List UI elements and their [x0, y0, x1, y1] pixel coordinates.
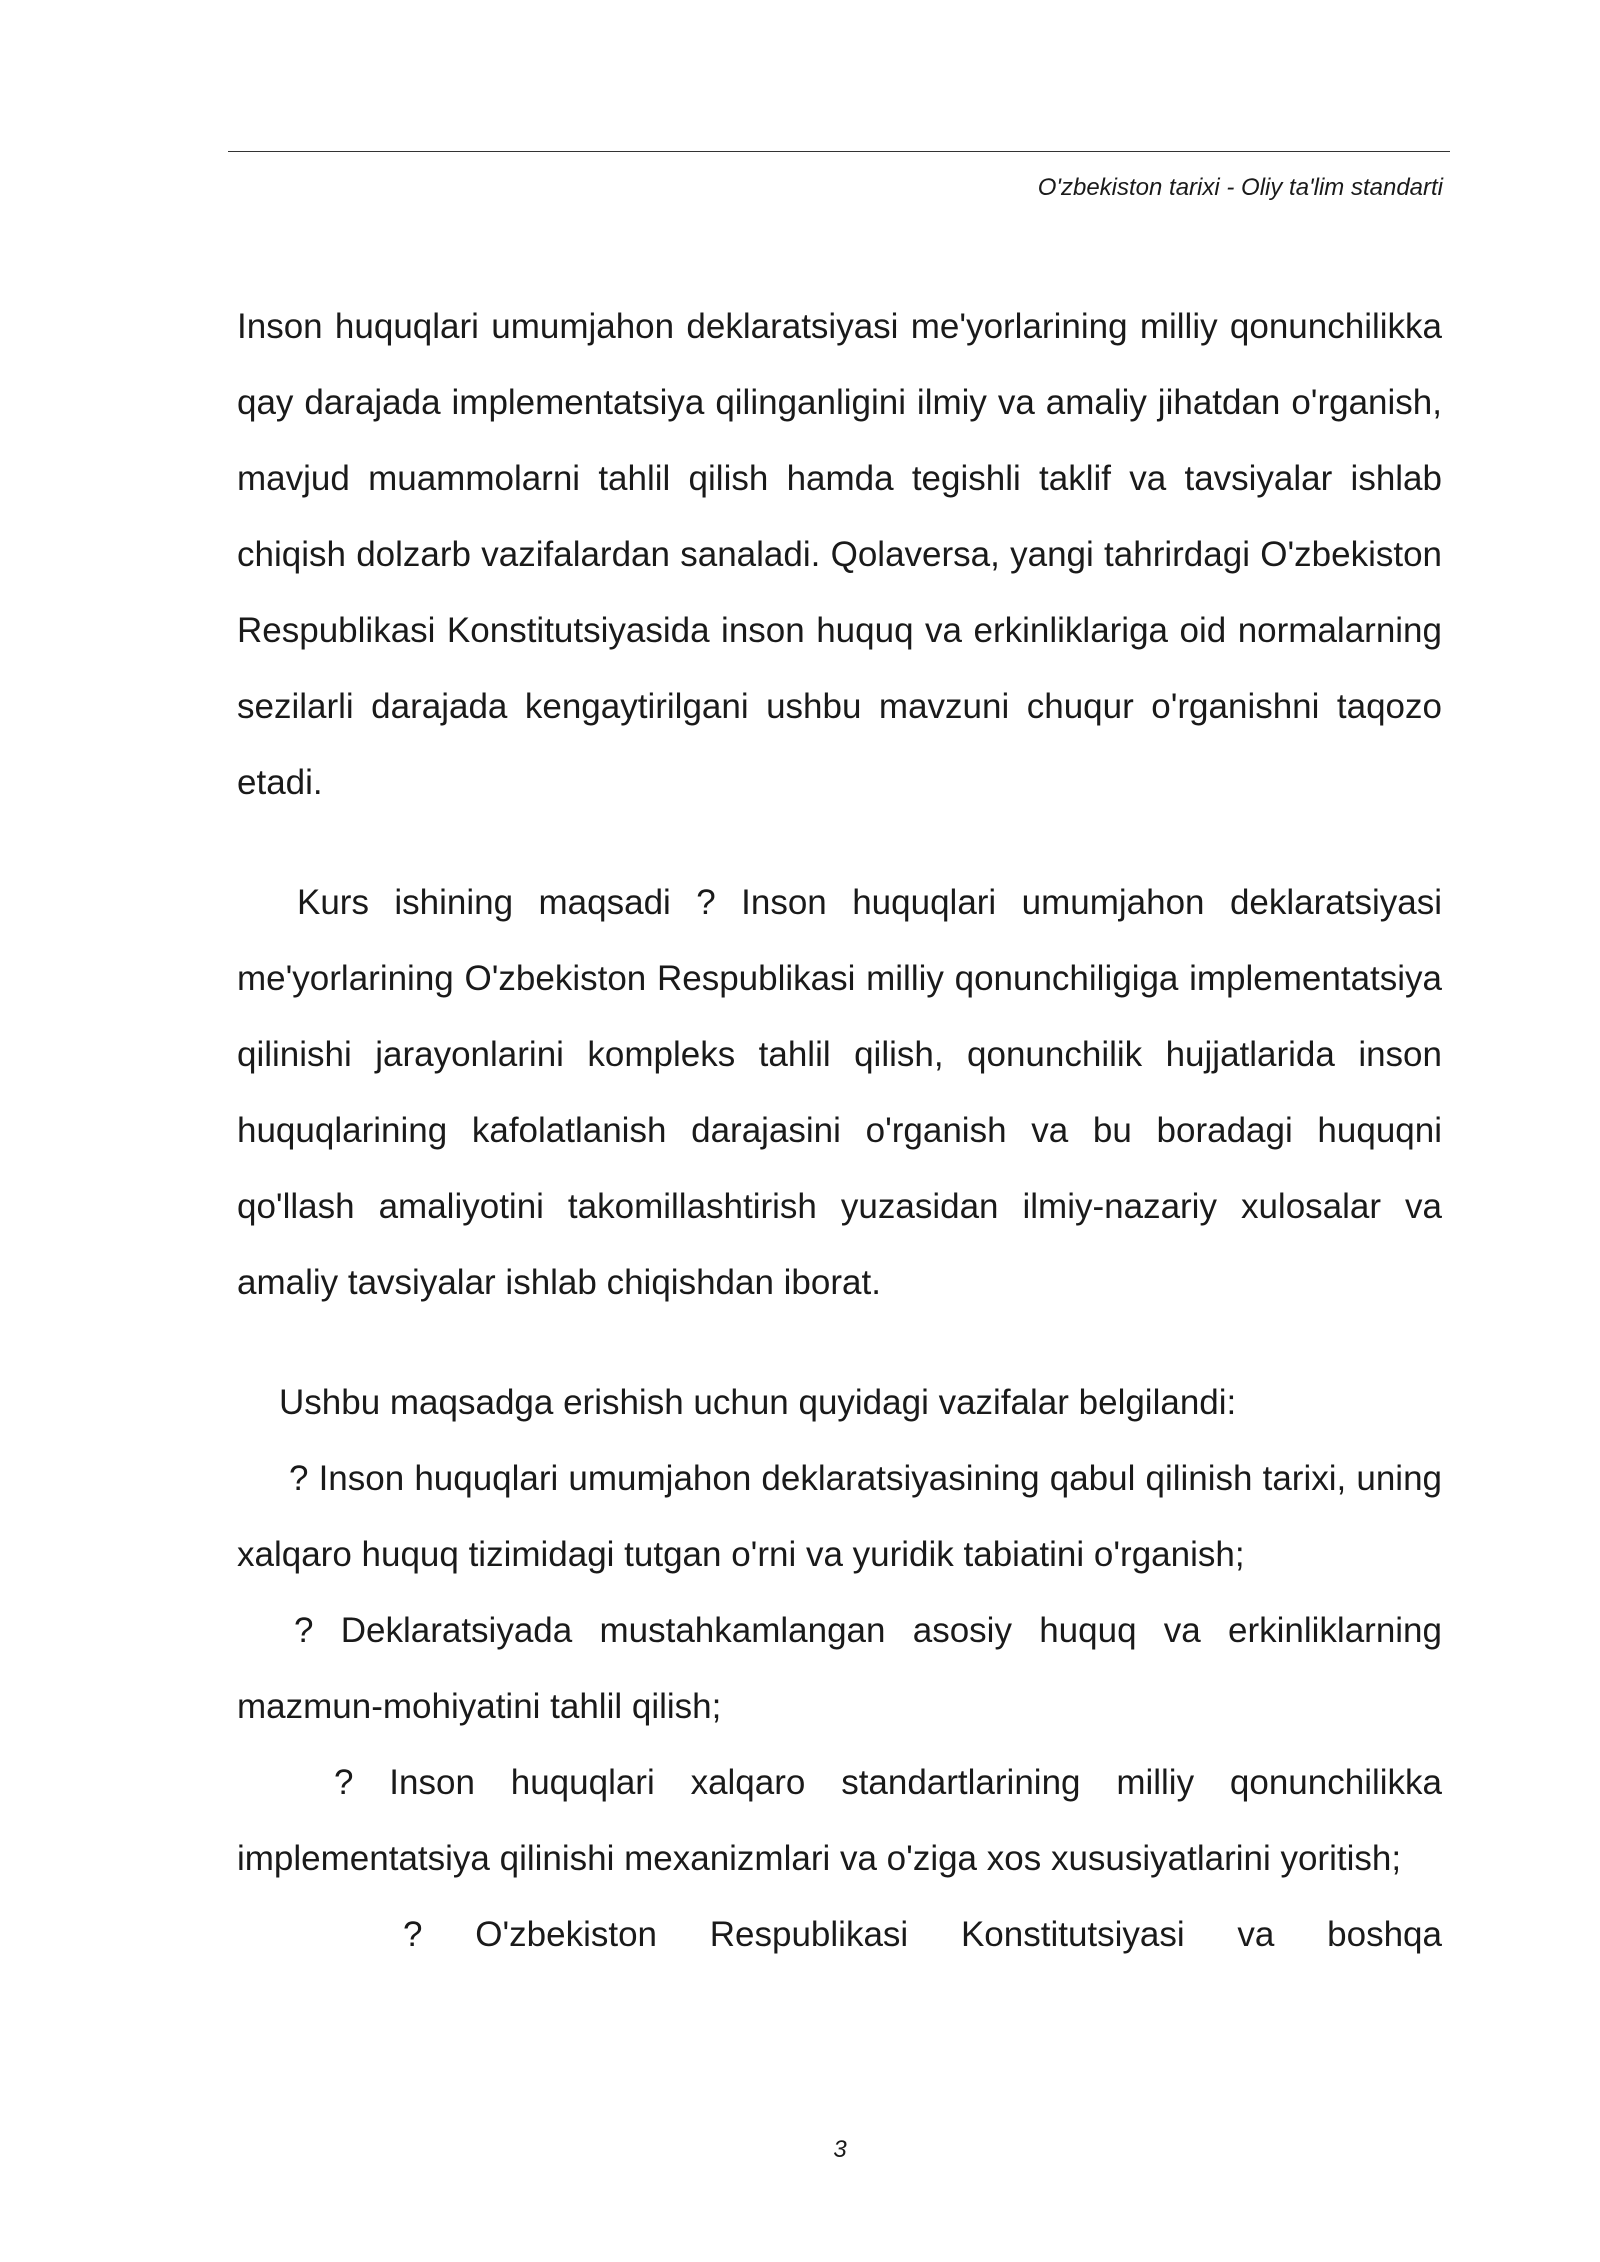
page-number: 3: [833, 2136, 847, 2163]
list-item: ? O'zbekiston Respublikasi Konstitutsiyasi va boshqa: [403, 1915, 1442, 1954]
paragraph: Kurs ishining maqsadi ? Inson huquqlari umumjahon deklaratsiyasi me'yorlarining O'zbekiston Respublikasi milliy qonunchiligiga implementatsiya qilinishi jarayonlarini kompleks tahlil qilish, qonunchilik hujjatlarida inson huquqlarining kafolatlanish darajasini o'rganish va bu boradagi huquqni qo'llash amaliyotini takomillashtirish yuzasidan ilmiy-nazariy xulosalar va amaliy tavsiyalar ishlab chiqishdan iborat.: [237, 883, 1442, 1302]
document-body: [237, 289, 1442, 1973]
list-item: ? Deklaratsiyada mustahkamlangan asosiy huquq va erkinliklarning mazmun-mohiyatini tahlil qilish;: [237, 1611, 1442, 1726]
running-header: O'zbekiston tarixi - Oliy ta'lim standarti: [1037, 174, 1443, 201]
paragraph: Ushbu maqsadga erishish uchun quyidagi vazifalar belgilandi:: [279, 1383, 1237, 1422]
paragraph: Inson huquqlari umumjahon deklaratsiyasi me'yorlarining milliy qonunchilikka qay darajada implementatsiya qilinganligini ilmiy va amaliy jihatdan o'rganish, mavjud muammolarni tahlil qilish hamda tegishli taklif va tavsiyalar ishlab chiqish dolzarb vazifalardan sanaladi. Qolaversa, yangi tahrirdagi O'zbekiston Respublikasi Konstitutsiyasida inson huquq va erkinliklariga oid normalarning sezilarli darajada kengaytirilgani ushbu mavzuni chuqur o'rganishni taqozo etadi.: [237, 307, 1442, 802]
list-item: ? Inson huquqlari umumjahon deklaratsiyasining qabul qilinish tarixi, uning xalqaro huquq tizimidagi tutgan o'rni va yuridik tabiatini o'rganish;: [237, 1459, 1442, 1574]
list-item: ? Inson huquqlari xalqaro standartlarining milliy qonunchilikka implementatsiya qilinishi mexanizmlari va o'ziga xos xususiyatlarini yoritish;: [237, 1763, 1442, 1878]
header-rule: [228, 151, 1450, 152]
